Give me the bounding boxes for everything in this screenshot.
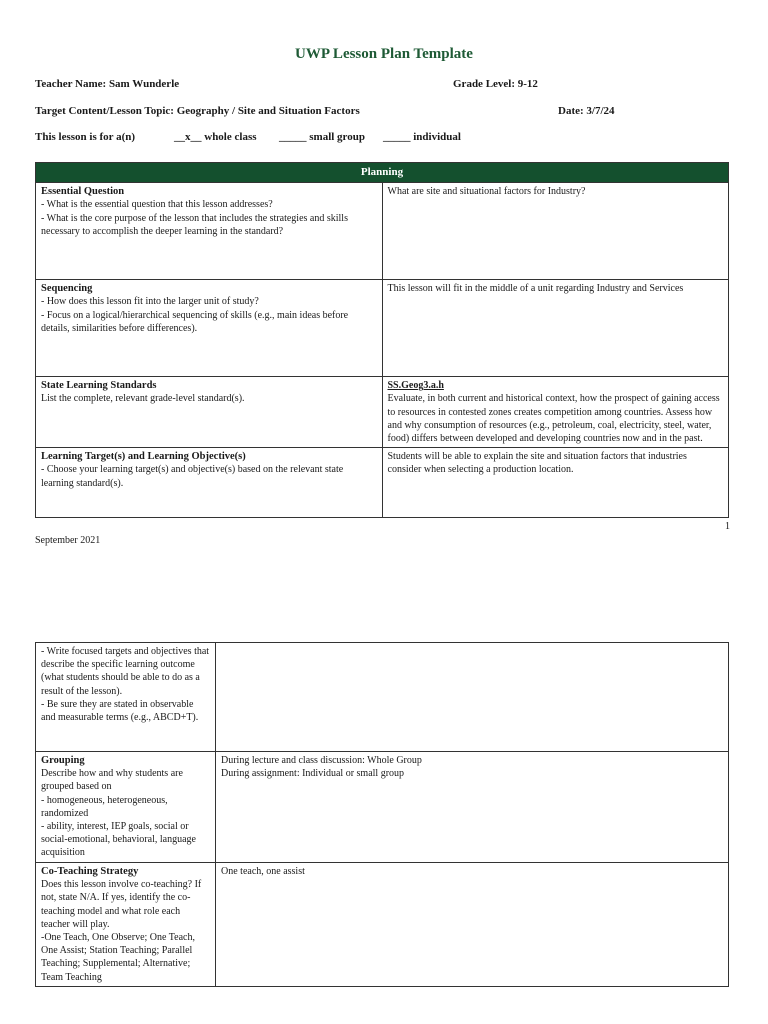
lesson-for-line — [35, 131, 135, 143]
row-content: During lecture and class discussion: Whole Group — [221, 755, 422, 766]
row-content: What are site and situational factors for Industry? — [387, 186, 586, 198]
date-line — [558, 105, 615, 117]
learning-target-label-cell — [36, 448, 383, 518]
row-desc: Does this lesson involve co-teaching? If not, state N/A. If yes, identify the co-teaching model and what role each teacher will play. — [41, 879, 202, 930]
row-co-teaching — [36, 863, 729, 987]
topic-value: Geography / Site and Situation Factors — [176, 105, 360, 117]
grade-line — [453, 78, 538, 90]
row-desc: - Be sure they are stated in observable and measurable terms (e.g., ABCD+T). — [41, 698, 199, 724]
individual-mark: _____ — [383, 131, 411, 143]
planning-table-page1 — [35, 162, 729, 518]
whole-class-label: whole class — [204, 131, 257, 143]
standard-code: SS.Geog3.a.h — [387, 380, 444, 392]
whole-class-mark: __x__ — [174, 131, 202, 143]
essential-question-label-cell — [36, 183, 383, 280]
row-desc: - Choose your learning target(s) and objective(s) based on the relevant state learning standard(s). — [41, 464, 344, 489]
row-label: Essential Question — [41, 186, 125, 198]
learning-target-cont-label-cell — [36, 643, 216, 752]
sequencing-label-cell — [36, 280, 383, 377]
learning-target-cont-content-cell — [216, 643, 729, 752]
row-learning-target — [36, 448, 729, 518]
row-content: This lesson will fit in the middle of a unit regarding Industry and Services — [387, 283, 684, 295]
row-label: Co-Teaching Strategy — [41, 866, 139, 877]
row-state-standards — [36, 377, 729, 448]
standards-label-cell — [36, 377, 383, 448]
learning-target-content-cell — [382, 448, 729, 518]
page-number: 1 — [725, 521, 730, 532]
row-content: Students will be able to explain the site and situation factors that industries consider when selecting a production location. — [387, 451, 687, 476]
topic-label: Target Content/Lesson Topic: — [35, 105, 174, 117]
row-content: Evaluate, in both current and historical context, how the prospect of gaining access to resources in contested zones creates competition among countries. Assess how and why consumption of resources (e.g., petroleum, coal, electricity, steel, water, food) differs between developed and developing countries now and in the past. — [387, 393, 720, 445]
row-desc: - Write focused targets and objectives that describe the specific learning outcome (what students should be able to do as a result of the lesson). — [41, 646, 210, 697]
row-label: Sequencing — [41, 283, 93, 295]
row-grouping — [36, 752, 729, 863]
teacher-line — [35, 78, 179, 90]
page-title: UWP Lesson Plan Template — [295, 46, 473, 62]
footer-date: September 2021 — [35, 535, 101, 546]
row-learning-target-continued — [36, 643, 729, 752]
teacher-label: Teacher Name: — [35, 78, 107, 90]
row-desc: - ability, interest, IEP goals, social or social-emotional, behavioral, language acquisition — [41, 821, 196, 859]
lesson-for-label: This lesson is for a(n) — [35, 131, 136, 143]
row-sequencing — [36, 280, 729, 377]
row-content: During assignment: Individual or small group — [221, 768, 405, 780]
teacher-value: Sam Wunderle — [108, 78, 180, 90]
row-label: Grouping — [41, 755, 85, 766]
row-desc: - homogeneous, heterogeneous, randomized — [41, 794, 168, 819]
row-desc: - What is the essential question that this lesson addresses? — [41, 199, 273, 211]
essential-question-content-cell — [382, 183, 729, 280]
small-group-option — [279, 131, 365, 143]
grade-label: Grade Level: — [453, 78, 516, 90]
row-desc: List the complete, relevant grade-level standard(s). — [41, 393, 245, 405]
row-desc: - How does this lesson fit into the larger unit of study? — [41, 296, 259, 308]
row-essential-question — [36, 183, 729, 280]
co-teaching-content-cell — [216, 863, 729, 987]
small-group-label: small group — [309, 131, 365, 143]
row-content: One teach, one assist — [221, 866, 305, 877]
small-group-mark: _____ — [279, 131, 307, 143]
individual-label: individual — [413, 131, 461, 143]
grouping-label-cell — [36, 752, 216, 863]
planning-table-page2 — [35, 642, 729, 987]
grouping-content-cell — [216, 752, 729, 863]
whole-class-option — [174, 131, 257, 143]
date-label: Date: — [558, 105, 584, 117]
row-desc: -One Teach, One Observe; One Teach, One Assist; Station Teaching; Parallel Teaching; Supplemental; Alternative; Team Teaching — [41, 932, 195, 983]
row-label: State Learning Standards — [41, 380, 157, 392]
standards-content-cell — [382, 377, 729, 448]
sequencing-content-cell — [382, 280, 729, 377]
grade-value: 9-12 — [517, 78, 538, 90]
individual-option — [383, 131, 461, 143]
co-teaching-label-cell — [36, 863, 216, 987]
row-desc: - Focus on a logical/hierarchical sequencing of skills (e.g., main ideas before details, similarities before differences). — [41, 309, 349, 334]
planning-header: Planning — [36, 163, 729, 183]
date-value: 3/7/24 — [586, 105, 615, 117]
row-desc: Describe how and why students are grouped based on — [41, 768, 183, 793]
row-desc: - What is the core purpose of the lesson that includes the strategies and skills necessary to accomplish the deeper learning in the standard? — [41, 212, 348, 237]
row-label: Learning Target(s) and Learning Objective(s) — [41, 451, 246, 463]
topic-line — [35, 105, 360, 117]
